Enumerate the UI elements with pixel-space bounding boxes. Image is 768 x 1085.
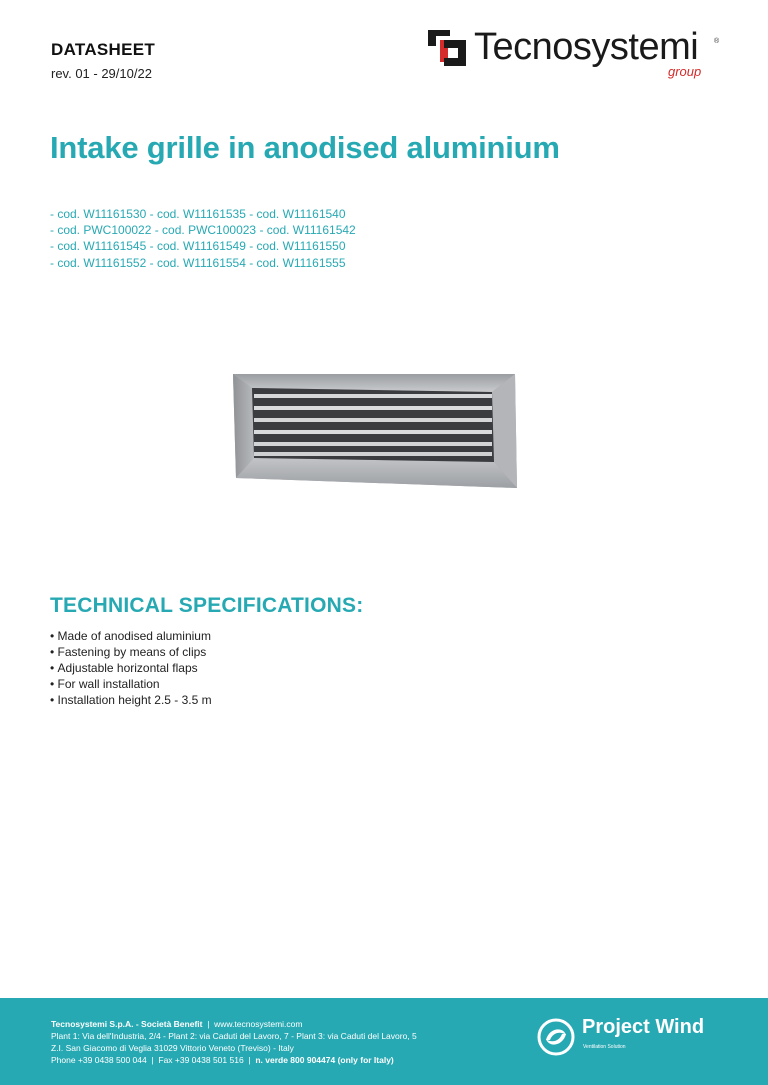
product-code-line: - cod. W11161530 - cod. W11161535 - cod. W11161540 (50, 207, 346, 221)
technical-specifications-list (50, 628, 212, 708)
product-code-line: - cod. W11161552 - cod. W11161554 - cod. W11161555 (50, 255, 346, 270)
spec-item: • Fastening by means of clips (50, 644, 212, 660)
document-header (51, 40, 155, 81)
technical-specifications-heading: TECHNICAL SPECIFICATIONS: (50, 594, 364, 617)
project-wind-name: Project Wind (582, 1016, 705, 1038)
project-wind-logo (537, 1016, 727, 1062)
logo-group-label: group (668, 64, 702, 79)
registered-mark: ® (714, 38, 720, 45)
project-wind-tagline: Ventilation Solution (583, 1044, 626, 1050)
product-code-line: - cod. W11161545 - cod. W11161549 - cod. W11161550 (50, 239, 346, 254)
product-code-line: - cod. PWC100022 - cod. PWC100023 - cod. W11161542 (50, 223, 356, 238)
tecnosystemi-logo (428, 28, 728, 84)
project-wind-icon (537, 1018, 575, 1056)
plant-addresses: Plant 1: Via dell'Industria, 2/4 - Plant 2: via Caduti del Lavoro, 7 - Plant 3: via Caduti del Lavoro, 5 (51, 1031, 417, 1041)
page-title: Intake grille in anodised aluminium (50, 130, 560, 165)
tecnosystemi-logo-icon (428, 30, 466, 66)
revision-date: rev. 01 - 29/10/22 (51, 66, 152, 81)
logo-wordmark: Tecnosystemi (474, 26, 699, 68)
product-code-list (50, 206, 356, 271)
fax-number: Fax +39 0438 501 516 (158, 1055, 244, 1065)
spec-item: • Adjustable horizontal flaps (50, 660, 212, 676)
company-address: Z.I. San Giacomo di Veglia 31029 Vittorio Veneto (Treviso) - Italy (51, 1043, 294, 1053)
spec-item: • For wall installation (50, 676, 212, 692)
company-name: Tecnosystemi S.p.A. - Società Benefit (51, 1019, 203, 1029)
product-image-grille (230, 370, 520, 492)
company-info: Tecnosystemi S.p.A. - Società Benefit | www.tecnosystemi.com Plant 1: Via dell'Industria, 2/4 - Plant 2: via Caduti del Lavoro, 7 - Plant 3: via Caduti del Lavoro, 5 Z.I. San Giacomo di Veglia 31029 Vittorio Veneto (Treviso) - Italy Phone +39 0438 500 044 | Fax +39 0438 501 516 | n. verde 800 904474 (only for Italy) (51, 1019, 417, 1065)
document-type: DATASHEET (51, 40, 156, 59)
spec-item: • Made of anodised aluminium (50, 628, 212, 644)
phone-number: Phone +39 0438 500 044 (51, 1055, 147, 1065)
toll-free-number: n. verde 800 904474 (only for Italy) (255, 1055, 394, 1065)
page-footer (0, 998, 768, 1085)
company-website[interactable]: www.tecnosystemi.com (214, 1019, 303, 1029)
spec-item: • Installation height 2.5 - 3.5 m (50, 692, 212, 708)
